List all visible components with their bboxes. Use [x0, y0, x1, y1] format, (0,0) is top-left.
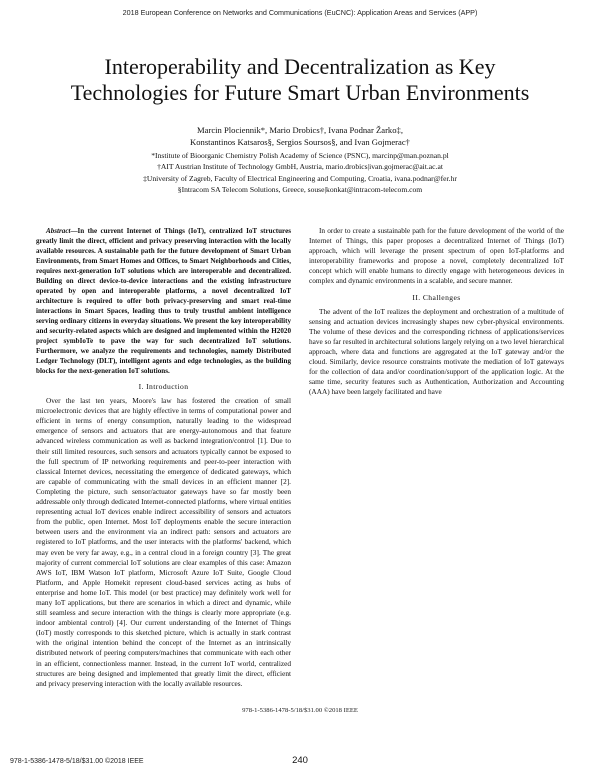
- authors-line-2: Konstantinos Katsaros§, Sergios Soursos§, and Ivan Gojmerac†: [190, 137, 410, 147]
- paper-title: [40, 54, 560, 106]
- abstract-label: Abstract: [46, 227, 71, 235]
- abstract-text: —In the current Internet of Things (IoT), centralized IoT structures greatly limit the direct, efficient and privacy preserving interaction with the locally available resources. A sustainable path for the future development of Smart Urban Environments, from Smart Homes and Offices, to Smart Neighborhoods and Cities, requires next-generation IoT solutions which are interoperable and decentralized. Building on direct device-to-device interactions and the existing infrastructure operated by open and interoperable platforms, a novel decentralized IoT architecture is required to offer both privacy-preserving and smart real-time interactions in Smart Spaces, leading thus to truly trustful ambient intelligence serving ordinary citizens in everyday situations. We present the key interoperability and security-related aspects which are designed and implemented within the H2020 project symbIoTe to pave the way for such decentralized IoT solutions. Furthermore, we analyze the requirements and technologies, namely Distributed Ledger Technology (DLT), intelligent agents and edge technologies, as the building blocks for the next-generation IoT solutions.: [36, 227, 291, 375]
- introduction-paragraph-1: Over the last ten years, Moore's law has fostered the creation of small microelectronic devices that are highly effective in terms of computational power and efficient in terms of energy consumption, naturally leading to the widespread emergence of sensors and actuators that are energy-autonomous and that feature advanced wireless communication as well as backend integration/control [1]. Due to their still limited resources, such sensors and actuators typically cannot be exposed to the full spectrum of IP networking requirements and peer-to-peer interaction with classical Internet devices, necessitating the emergence of dedicated gateways, which are capable of communicating with the small devices in an efficient manner [2]. Completing the picture, such sensor/actuator gateways have so far mostly been addressable only through dedicated Internet-connected platforms, where virtual entities representing actual IoT devices enable indirect accessibility of sensors and actuators from the public, open Internet. Most IoT deployments enable the secure interaction between users and the environment via an indirect path: sensors and actuators are registered to IoT platforms, and the user interacts with the platforms' backend, which may even be very far away, e.g., in a central cloud in a foreign country [3]. The great majority of current commercial IoT solutions are clear examples of this case: Amazon AWS IoT, IBM Watson IoT platform, Microsoft Azure IoT Suite, Google Cloud Platform, and Apple Homekit represent cloud-based services acting as hubs of enterprise and home IoT. This model (or best practice) may definitely work well for many IoT applications, but there are scenarios in which a direct and dynamic, while still seamless and secure interaction with the things is clearly more appropriate (e.g. indoor ambiental control) [4]. Our current understanding of the Internet of Things (IoT) mostly corresponds to this sketched picture, which is actually in stark contrast with the original intention behind the concept of the Internet as an intrinsically distributed network of peering computers/machines that communicate with each other in an efficient, connectionless manner. Instead, in the current IoT world, centralized structures are being designed and implemented that greatly limit the direct, efficient and privacy preserving interaction with the locally available resources.: [36, 396, 291, 688]
- affiliation-psnc: *Institute of Bioorganic Chemistry Polish Academy of Science (PSNC), marcinp@man.poznan.pl: [151, 151, 449, 160]
- copyright-line: 978-1-5386-1478-5/18/$31.00 ©2018 IEEE: [242, 707, 358, 714]
- introduction-paragraph-2: In order to create a sustainable path for the future development of the world of the Internet of Things, this paper proposes a decentralized Internet of Things (IoT) approach, which will leverage the present spectrum of open IoT-platforms and interoperability frameworks and propose a novel, completely decentralized IoT concept which will enable humans to directly engage with heterogeneous devices in complex and dynamic environments in a scalable, and secure manner.: [309, 226, 564, 286]
- isbn-footer: 978-1-5386-1478-5/18/$31.00 ©2018 IEEE: [10, 758, 144, 765]
- affiliation-zagreb: ‡University of Zagreb, Faculty of Electrical Engineering and Computing, Croatia, ivana.podnar@fer.hr: [143, 173, 457, 183]
- introduction-heading: I. Introduction: [138, 382, 189, 391]
- page-number: 240: [292, 755, 308, 766]
- left-column: [36, 226, 291, 689]
- challenges-paragraph-1: The advent of the IoT realizes the deployment and orchestration of a multitude of sensing and actuation devices increasingly shapes new cyber-physical environments. The volume of these devices and the corresponding richness of applications/services have so far resulted in architectural solutions largely relying on a two level hierarchical approach, where data and functions are aggregated at the IoT gateway and/or the cloud. Similarly, device resource constraints motivate the mediation of IoT gateways for the collection of data and/or coordination/support of the application logic. At the same time, security features such as Authentication, Authorization and Accounting (AAA) have been largely facilitated and have: [309, 306, 564, 397]
- affiliation-ait: †AIT Austrian Institute of Technology GmbH, Austria, mario.drobics|ivan.gojmerac@ait.ac.at: [157, 162, 443, 172]
- affiliation-intracom: §Intracom SA Telecom Solutions, Greece, souse|konkat@intracom-telecom.com: [177, 184, 423, 194]
- authors-line-1: Marcin Plociennik*, Mario Drobics†, Ivana Podnar Žarko‡,: [197, 125, 403, 135]
- author-list: [40, 124, 560, 148]
- affiliations: [30, 150, 570, 195]
- title-line-1: Interoperability and Decentralization as Key: [104, 54, 496, 79]
- right-column: [309, 226, 564, 398]
- title-line-2: Technologies for Future Smart Urban Environments: [70, 80, 530, 105]
- challenges-heading: II. Challenges: [412, 292, 461, 302]
- abstract: [36, 226, 291, 376]
- conference-header: 2018 European Conference on Networks and Communications (EuCNC): Application Areas and Services (APP): [122, 8, 478, 17]
